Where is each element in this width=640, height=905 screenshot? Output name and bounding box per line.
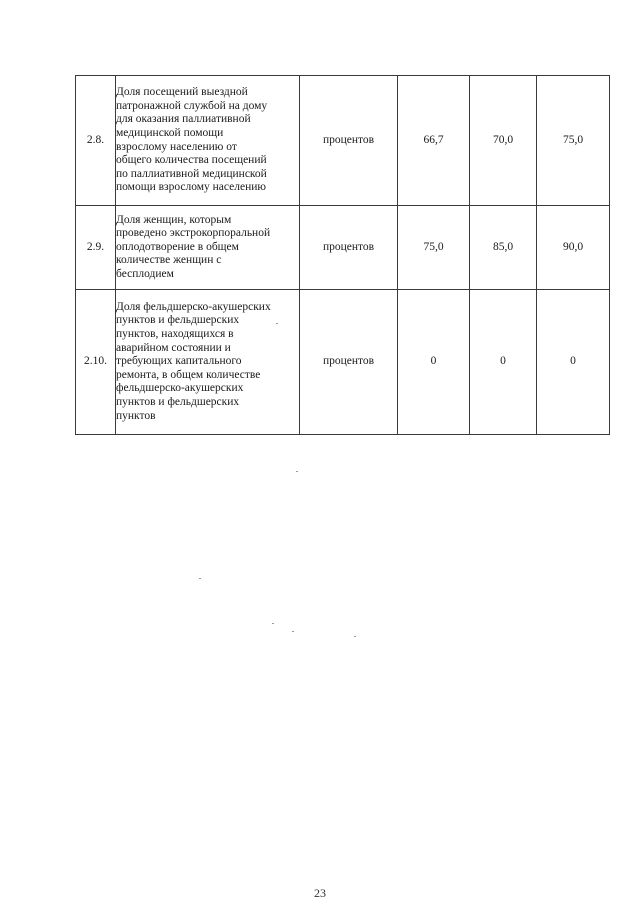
value-year-1: 66,7 [398, 76, 470, 206]
table-row [76, 206, 610, 290]
value-year-3: 75,0 [537, 76, 610, 206]
value-year-2: 85,0 [470, 206, 537, 290]
row-number: 2.10. [76, 290, 116, 435]
page-number: 23 [314, 886, 326, 900]
indicator-name [116, 76, 300, 206]
scan-speck [354, 636, 356, 637]
value-year-2: 0 [470, 290, 537, 435]
unit-cell: процентов [300, 290, 398, 435]
indicator-name-text: Доля женщин, которым проведено экстрокорпоральной оплодотворение в общем количестве женщин с бесплодием [116, 213, 271, 280]
indicator-name-text: Доля фельдшерско-акушерских пунктов и фельдшерских пунктов, находящихся в аварийном состоянии и требующих капитального ремонта, в общем количестве фельдшерско-акушерских пунктов и фельдшерских пунктов [116, 300, 271, 422]
indicator-name [116, 206, 300, 290]
table-row [76, 76, 610, 206]
value-year-3: 0 [537, 290, 610, 435]
value-year-1: 0 [398, 290, 470, 435]
indicator-name-text: Доля посещений выездной патронажной службой на дому для оказания паллиативной медицинской помощи взрослому населению от общего количества посещений по паллиативной медицинской помощи взрослому населению [116, 86, 268, 194]
table-row [76, 290, 610, 435]
indicator-name [116, 290, 300, 435]
value-year-3: 90,0 [537, 206, 610, 290]
row-number: 2.8. [76, 76, 116, 206]
value-year-2: 70,0 [470, 76, 537, 206]
indicators-table [75, 75, 610, 435]
row-number: 2.9. [76, 206, 116, 290]
unit-cell: процентов [300, 76, 398, 206]
value-year-1: 75,0 [398, 206, 470, 290]
unit-cell: процентов [300, 206, 398, 290]
scan-speck [292, 631, 294, 632]
scan-speck [272, 623, 274, 624]
scan-speck [296, 471, 298, 472]
scan-speck [276, 323, 278, 324]
scan-speck [199, 578, 201, 579]
